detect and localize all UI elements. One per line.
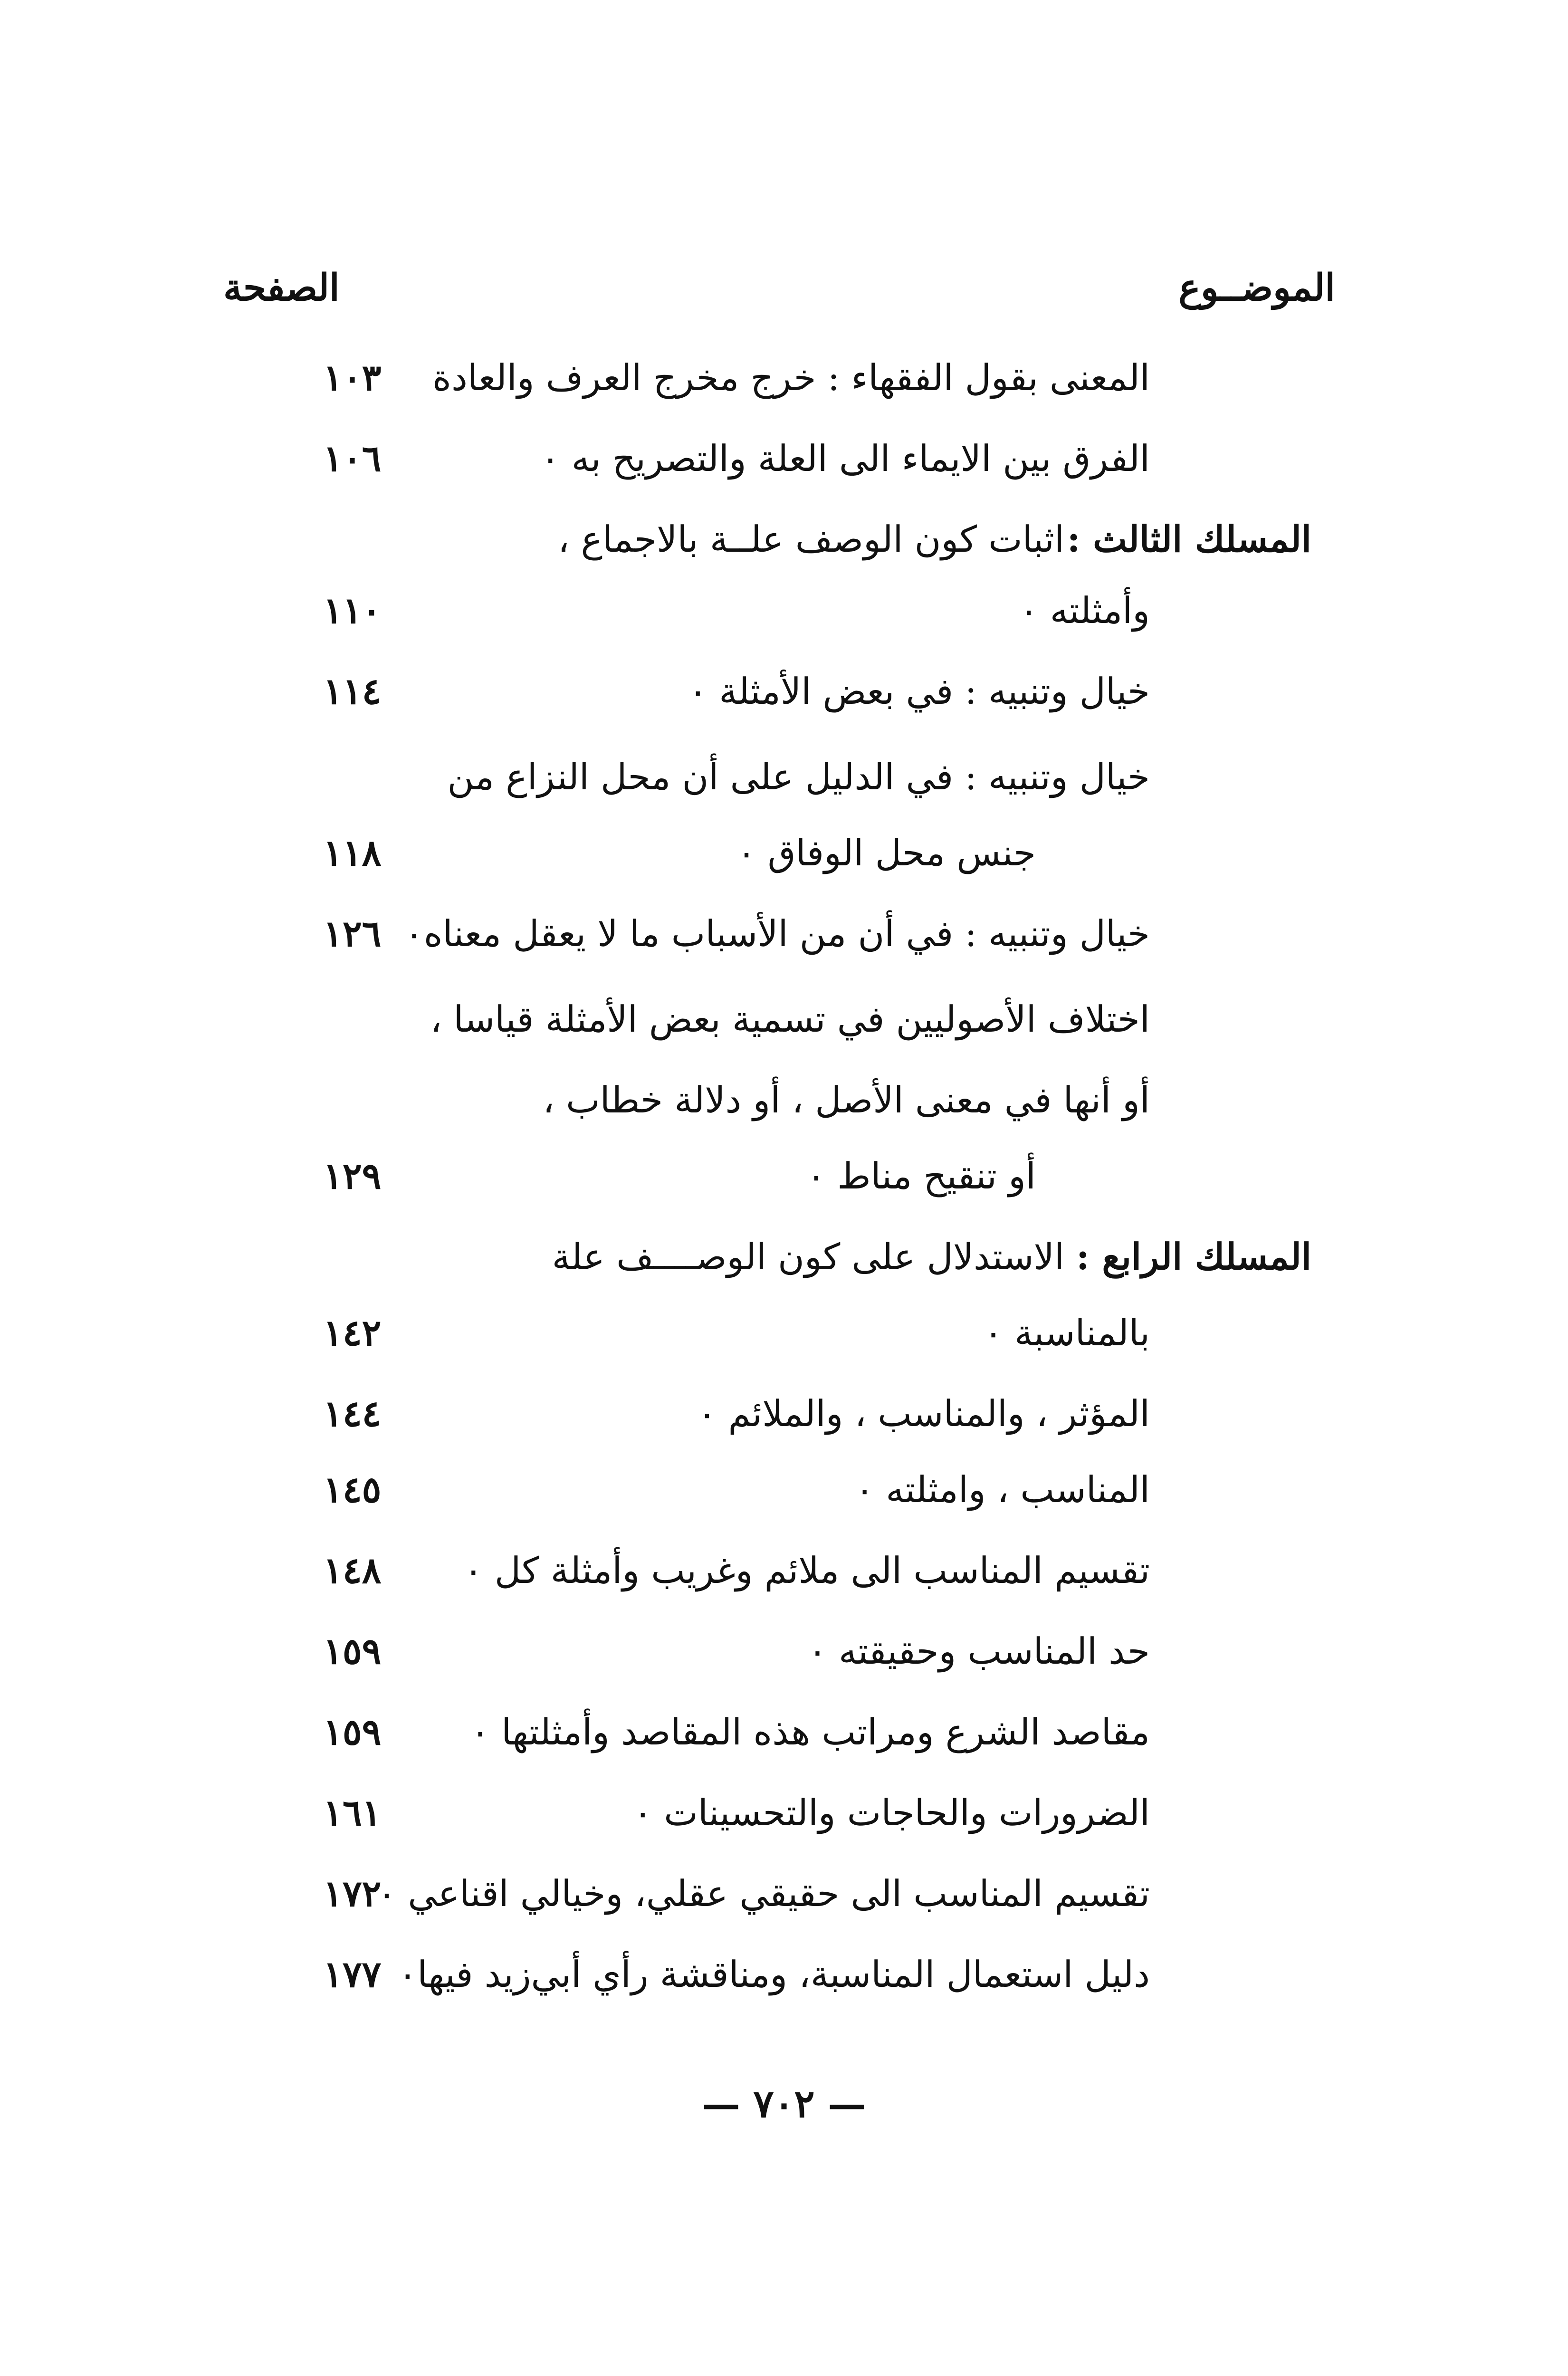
toc-entry-title: تقسيم المناسب الى ملائم وغريب وأمثلة كل ٠ — [463, 1549, 1150, 1591]
toc-entry — [0, 1378, 1568, 1459]
toc-entry-page-number: ١٥٩ — [323, 1630, 382, 1672]
toc-entry-title: وأمثلته ٠ — [1019, 589, 1150, 632]
toc-entry-page-number: ١٠٦ — [323, 437, 382, 479]
toc-entry-title: أو تنقيح مناط ٠ — [806, 1155, 1036, 1197]
toc-entry — [0, 1858, 1568, 1939]
page-number: — ٧٠٢ — — [702, 2081, 866, 2126]
toc-entry — [0, 575, 1568, 656]
toc-entry — [0, 1064, 1568, 1145]
toc-entry-page-number: ١٦١ — [323, 1792, 382, 1834]
toc-entry-page-number: ١٤٥ — [323, 1468, 382, 1511]
toc-entry — [0, 1140, 1568, 1221]
toc-entry — [0, 1939, 1568, 2020]
toc-entry-title: خيال وتنبيه : في بعض الأمثلة ٠ — [688, 670, 1150, 712]
toc-entry-page-number: ١٤٢ — [323, 1312, 382, 1354]
toc-entry-title: مقاصد الشرع ومراتب هذه المقاصد وأمثلتها ٠ — [470, 1711, 1150, 1753]
toc-entry — [0, 1616, 1568, 1696]
toc-entry-title: بالمناسبة ٠ — [984, 1312, 1150, 1354]
toc-section-label: المسلك الرابع : — [1076, 1236, 1311, 1278]
toc-entry — [0, 1535, 1568, 1616]
toc-entry-title: المؤثر ، والمناسب ، والملائم ٠ — [697, 1392, 1150, 1435]
toc-entry-title: الفرق بين الايماء الى العلة والتصريح به ٠ — [540, 437, 1150, 479]
toc-entry — [0, 1221, 1568, 1302]
toc-entry-page-number: ١٤٤ — [323, 1392, 382, 1435]
toc-entry-title: حد المناسب وحقيقته ٠ — [808, 1630, 1150, 1672]
toc-entry-title: خيال وتنبيه : في أن من الأسباب ما لا يعقل معناه٠ — [404, 912, 1150, 955]
toc-entry-title: الضرورات والحاجات والتحسينات ٠ — [633, 1792, 1150, 1834]
toc-entry-page-number: ١٧٢ — [323, 1872, 382, 1915]
toc-entry — [0, 342, 1568, 423]
column-header-topic: الموضــوع — [1178, 266, 1335, 309]
toc-entry-page-number: ١١٨ — [323, 832, 382, 874]
toc-entry-title: تقسيم المناسب الى حقيقي عقلي، وخيالي اقناعي ٠ — [377, 1872, 1150, 1915]
toc-entry — [0, 984, 1568, 1064]
toc-entry — [0, 817, 1568, 898]
toc-entry-title: جنس محل الوفاق ٠ — [736, 832, 1036, 874]
toc-entry-page-number: ١٥٩ — [323, 1711, 382, 1753]
toc-entry-title: أو أنها في معنى الأصل ، أو دلالة خطاب ، — [543, 1079, 1150, 1121]
toc-entry-title: اثبات كون الوصف علــة بالاجماع ، — [557, 518, 1064, 560]
toc-section-label: المسلك الثالث : — [1067, 518, 1311, 560]
toc-entry — [0, 898, 1568, 979]
toc-entry-title: اختلاف الأصوليين في تسمية بعض الأمثلة قياسا ، — [430, 998, 1150, 1040]
toc-entry-title: خيال وتنبيه : في الدليل على أن محل النزاع من — [447, 756, 1150, 798]
toc-entry-title: دليل استعمال المناسبة، ومناقشة رأي أبي‌زيد فيها٠ — [398, 1953, 1150, 1995]
toc-entry — [0, 1297, 1568, 1378]
toc-entry-page-number: ١٧٧ — [323, 1953, 382, 1995]
toc-entry-page-number: ١٤٨ — [323, 1549, 382, 1591]
toc-entry — [0, 656, 1568, 737]
toc-entry-page-number: ١٢٩ — [323, 1155, 382, 1197]
toc-entry-title: الاستدلال على كون الوصــــف علة — [552, 1236, 1064, 1278]
toc-entry — [0, 1454, 1568, 1535]
toc-entry-page-number: ١٠٣ — [323, 356, 382, 399]
toc-entry-page-number: ١٢٦ — [323, 912, 382, 955]
toc-entry — [0, 1696, 1568, 1777]
toc-entry-page-number: ١١٤ — [323, 670, 382, 712]
toc-entry — [0, 423, 1568, 504]
column-header-page: الصفحة — [223, 266, 340, 309]
toc-entry — [0, 1777, 1568, 1858]
toc-entry-title: المعنى بقول الفقهاء : خرج مخرج العرف والعادة — [432, 356, 1150, 399]
toc-entry — [0, 504, 1568, 584]
toc-entry — [0, 741, 1568, 822]
toc-entry-title: المناسب ، وامثلته ٠ — [855, 1468, 1150, 1511]
toc-entry-page-number: ١١٠ — [323, 589, 382, 632]
